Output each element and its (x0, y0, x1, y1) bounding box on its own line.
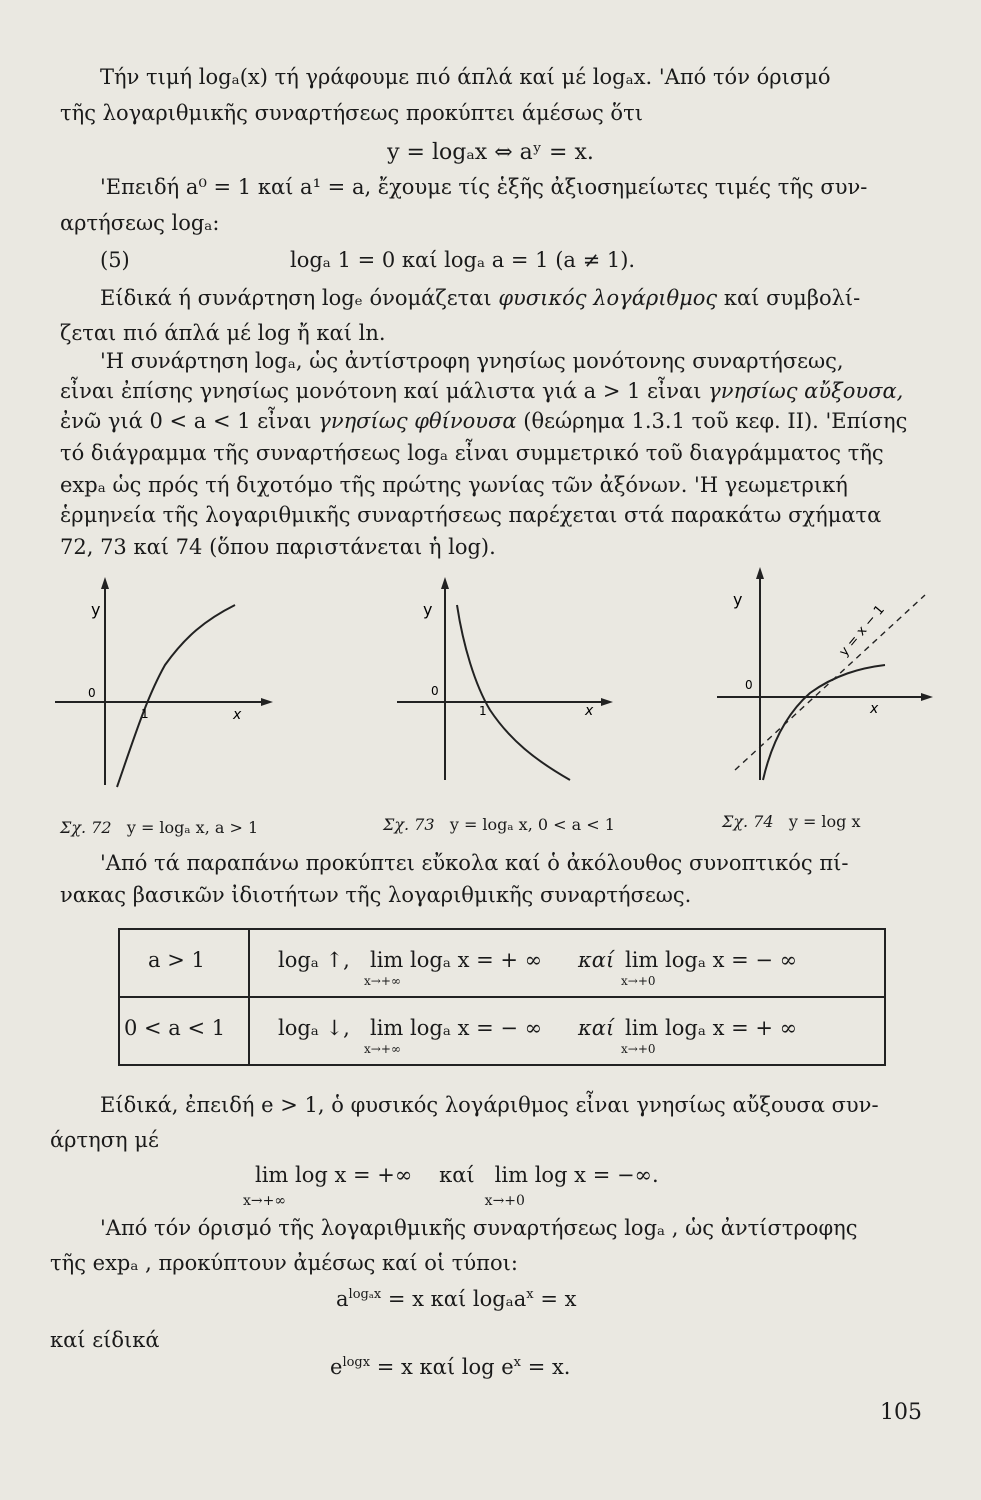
figure-72 (55, 575, 275, 790)
equation-natural-identities (330, 1348, 570, 1382)
eq7-exponent2: x (526, 1287, 534, 1302)
eq6-limit2-sub: x→+0 (484, 1193, 525, 1209)
table-row1-limit1 (364, 948, 543, 988)
table-row2-limit1-sub: x→+∞ (364, 1042, 401, 1056)
fig74-x-label: x (870, 701, 879, 717)
equation-5: logₐ 1 = 0 καί logₐ a = 1 (a ≠ 1). (290, 248, 636, 272)
fig72-origin-label: 0 (88, 686, 96, 700)
fig73-log-curve (457, 605, 570, 780)
para4-line3 (60, 406, 907, 436)
eq8-exponent: logx (342, 1355, 371, 1370)
fig72-y-label: y (91, 600, 101, 619)
eq7-base: a (336, 1287, 349, 1311)
para5-line2: νακας βασικῶν ἰδιοτήτων τῆς λογαριθμικῆς συναρτήσεως. (60, 883, 692, 907)
table-row1-condition: a > 1 (148, 948, 205, 972)
eq8-base: e (330, 1355, 343, 1379)
fig74-caption-label: Σχ. 74 (722, 812, 774, 831)
fig73-origin-label: 0 (431, 684, 439, 698)
term-decreasing: γνησίως φθίνουσα (318, 409, 517, 433)
para2-line1: 'Επειδή a⁰ = 1 καί a¹ = a, ἔχουμε τίς ἑξῆς ἀξιοσημείωτες τιμές τῆς συν- (100, 175, 868, 199)
fig72-y-arrow (101, 577, 109, 589)
figure-74 (715, 565, 945, 790)
para2-line2: αρτήσεως logₐ: (60, 211, 220, 235)
table-row2-limit2-expr: lim logₐ x = + ∞ (625, 1016, 798, 1040)
fig73-x-label: x (585, 703, 594, 719)
para4-line2 (60, 376, 903, 406)
para1-line2: τῆς λογαριθμικῆς συναρτήσεως προκύπτει άμέσως ὅτι (60, 101, 643, 125)
fig72-log-curve (117, 605, 235, 787)
fig74-x-arrow (921, 693, 933, 701)
eq6-limit1-sub: x→+∞ (243, 1193, 287, 1209)
table-col-divider (248, 930, 250, 1064)
properties-table (118, 928, 886, 1066)
table-row1-limit1-expr: lim logₐ x = + ∞ (370, 948, 543, 972)
para4-line3-c: (θεώρημα 1.3.1 τοῦ κεφ. ΙΙ). 'Επίσης (516, 409, 908, 433)
para7-line2: τῆς expₐ , προκύπτουν ἀμέσως καί οἱ τύποι: (50, 1251, 518, 1275)
table-row1-and-text: καί (578, 948, 615, 972)
table-row2-limit1 (364, 1016, 543, 1056)
table-row2-and (578, 1016, 614, 1040)
table-row2-monotonic: logₐ ↓, (278, 1016, 350, 1040)
fig73-x-arrow (601, 698, 613, 706)
para6-line1: Είδικά, ἐπειδή e > 1, ὁ φυσικός λογάριθμος εἶναι γνησίως αὔξουσα συν- (100, 1093, 879, 1117)
table-row1-and (578, 948, 614, 972)
para4-line4: τό διάγραμμα τῆς συναρτήσεως logₐ εἶναι συμμετρικό τοῦ διαγράμματος τῆς (60, 441, 884, 465)
fig72-one-label: 1 (141, 707, 149, 721)
fig74-caption (722, 812, 861, 832)
equation-5-number: (5) (100, 248, 130, 272)
table-row1-limit2-expr: lim logₐ x = − ∞ (625, 948, 798, 972)
fig73-caption-label: Σχ. 73 (383, 815, 435, 834)
term-natural-log: φυσικός λογάριθμος (498, 286, 718, 310)
para5-line1: 'Από τά παραπάνω προκύπτει εὔκολα καί ὁ ἀκόλουθος συνοπτικός πί- (100, 851, 849, 875)
eq6-limit2 (484, 1160, 659, 1209)
fig72-caption-formula: y = logₐ x, a > 1 (126, 818, 259, 837)
para6-line2: άρτηση μέ (50, 1128, 159, 1152)
eq7-exponent: logₐx (348, 1287, 382, 1302)
eq6-limit1-expr: lim log x = +∞ (255, 1163, 413, 1187)
para4-line1: 'Η συνάρτηση logₐ, ὡς ἀντίστροφη γνησίως μονότονης συναρτήσεως, (100, 349, 844, 373)
eq6-limit2-expr: lim log x = −∞. (494, 1163, 659, 1187)
para3-line1 (100, 283, 860, 313)
table-row2-limit2 (621, 1016, 798, 1056)
term-increasing: γνησίως αὔξουσα, (708, 379, 904, 403)
table-row2-and-text: καί (578, 1016, 615, 1040)
fig73-caption-formula: y = logₐ x, 0 < a < 1 (449, 815, 615, 834)
equation-log-def: y = logₐx ⇔ aʸ = x. (387, 140, 594, 165)
eq8-exponent2: x (513, 1355, 522, 1370)
table-row1-limit1-sub: x→+∞ (364, 974, 401, 988)
table-row1-monotonic: logₐ ↑, (278, 948, 350, 972)
eq8-middle: = x καί log e (370, 1355, 514, 1379)
para1-line1: Τήν τιμή logₐ(x) τή γράφουμε πιό άπλά καί μέ logₐx. 'Από τόν όρισμό (100, 65, 831, 89)
table-row2-limit1-expr: lim logₐ x = − ∞ (370, 1016, 543, 1040)
para3-line1-a: Είδικά ή συνάρτηση logₑ όνομάζεται (100, 286, 499, 310)
table-row-divider (120, 996, 884, 998)
fig74-log-curve (763, 665, 885, 780)
para4-line5: expₐ ὡς πρός τή διχοτόμο τῆς πρώτης γωνίας τῶν ἀξόνων. 'Η γεωμετρική (60, 473, 848, 497)
equation-natural-limits (243, 1160, 659, 1209)
fig73-y-arrow (441, 577, 449, 589)
eq7-end: = x (533, 1287, 577, 1311)
fig74-diag-label: y = x − 1 (836, 602, 888, 660)
fig72-x-arrow (261, 698, 273, 706)
table-row2-limit2-sub: x→+0 (621, 1042, 656, 1056)
fig72-caption (60, 818, 258, 838)
figure-73 (395, 575, 615, 790)
eq6-and: καί (439, 1163, 475, 1187)
para3-line2: ζεται πιό άπλά μέ log ἤ καί ln. (60, 321, 386, 345)
table-row2-condition: 0 < a < 1 (124, 1016, 226, 1040)
fig73-one-label: 1 (479, 704, 487, 718)
para4-line6: ἑρμηνεία τῆς λογαριθμικῆς συναρτήσεως παρέχεται στά παρακάτω σχήματα (60, 503, 882, 527)
table-row1-limit2 (621, 948, 798, 988)
fig74-origin-label: 0 (745, 678, 753, 692)
eq8-end: = x. (521, 1355, 571, 1379)
para4-line7: 72, 73 καί 74 (ὅπου παριστάνεται ἡ log). (60, 535, 496, 559)
fig73-y-label: y (423, 600, 433, 619)
table-row1-limit2-sub: x→+0 (621, 974, 656, 988)
para7-line1: 'Από τόν όρισμό τῆς λογαριθμικῆς συναρτήσεως logₐ , ὡς ἀντίστροφης (100, 1216, 858, 1240)
fig72-x-label: x (233, 707, 242, 723)
fig74-y-arrow (756, 567, 764, 579)
fig74-caption-formula: y = log x (788, 812, 861, 831)
page-number: 105 (880, 1400, 922, 1425)
para8: καί είδικά (50, 1328, 160, 1352)
eq7-middle: = x καί logₐa (381, 1287, 527, 1311)
para4-line2-a: εἶναι ἐπίσης γνησίως μονότονη καί μάλιστα γιά a > 1 εἶναι (60, 379, 709, 403)
para3-line1-c: καί συμβολί- (717, 286, 861, 310)
para4-line3-a: ἐνῶ γιά 0 < a < 1 εἶναι (60, 409, 319, 433)
fig74-y-label: y (733, 590, 743, 609)
equation-inverse-identities (336, 1280, 576, 1314)
eq6-limit1 (243, 1160, 413, 1209)
fig74-tangent-line (735, 595, 925, 770)
fig72-caption-label: Σχ. 72 (60, 818, 112, 837)
fig73-caption (383, 815, 615, 835)
